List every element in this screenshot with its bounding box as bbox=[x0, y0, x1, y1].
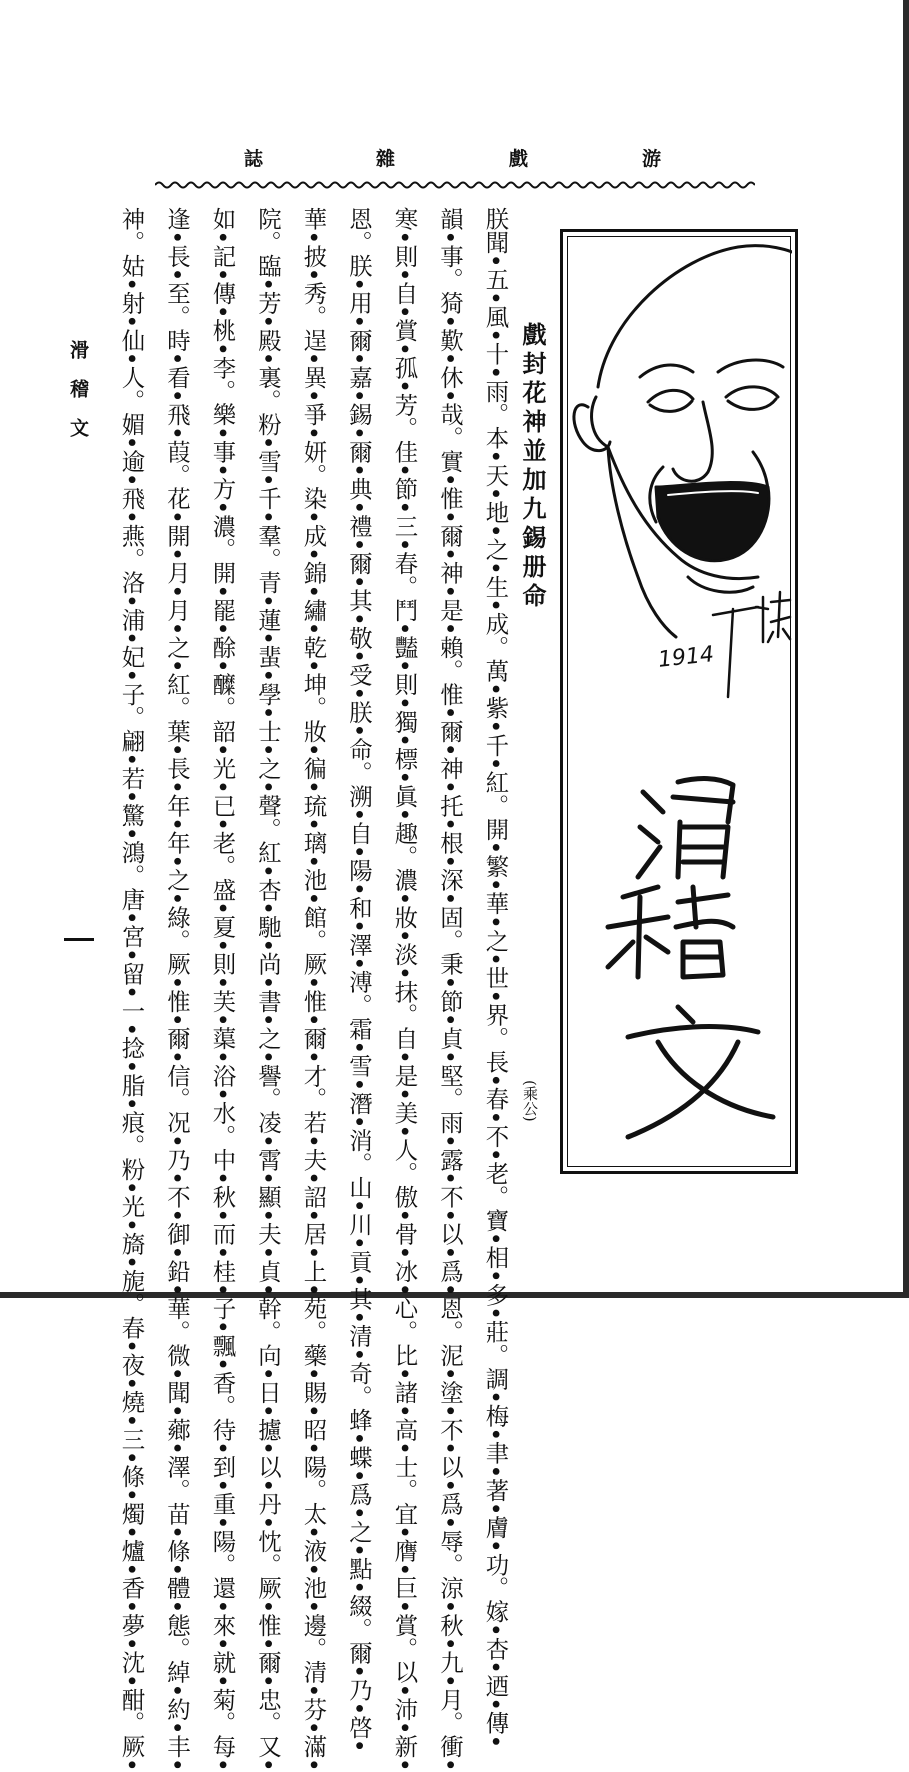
header-char-2: 戲 bbox=[509, 148, 529, 170]
illustration-inner-frame bbox=[567, 236, 791, 1167]
body-column: 寒•則•自•賞•孤•芳。佳•節•三•春。鬥•豔•則•獨•標•眞•趣。濃•妝•淡•抹。自•是•美•人。傲•骨•冰•心。比•諸•高•士。宜•膺•巨•賞。以•沛•新• bbox=[390, 207, 419, 1772]
calligraphy-title bbox=[608, 779, 773, 1137]
article-title: 戲封花神並加九錫册命 bbox=[518, 322, 547, 612]
body-column: 恩。朕•用•爾•嘉•錫•爾•典•禮•爾•其•敬•受•朕•命。溯•自•陽•和•澤•溥。霜•雪•潛•消。山•川•貢•其•清•奇。蜂•蝶•爲•之•點•綴。爾•乃•啓• bbox=[345, 207, 373, 1753]
header-char-4: 誌 bbox=[244, 148, 264, 170]
illustration-year: 1914 bbox=[656, 642, 716, 673]
body-column: 華•披•秀。逞•異•爭•妍。染•成•錦•繡•乾•坤。妝•徧•琉•璃•池•館。厥•惟•爾•才。若•夫•詔•居•上•苑。藥•賜•昭•陽。太•液•池•邊。清•芬•滿• bbox=[299, 207, 328, 1772]
header-char-1: 游 bbox=[642, 148, 662, 170]
page-number bbox=[64, 927, 94, 931]
body-column: 韻•事。猗•歎•休•哉。實•惟•爾•神•是•賴。惟•爾•神•托•根•深•固。秉•節•貞•堅。雨•露•不•以•爲•恩。泥•塗•不•以•爲•辱。涼•秋•九•月。衝• bbox=[436, 207, 464, 1772]
page-number-mark bbox=[64, 938, 94, 942]
body-column: 院。臨•芳•殿•裏。粉•雪•千•羣。青•蓮•蜚•學•士•之•聲。紅•杏•馳•尚•書•之•譽。凌•霄•顯•夫•貞•幹。向•日•攄•以•丹•忱。厥•惟•爾•忠。又• bbox=[254, 207, 282, 1772]
body-column: 逢•長•至。時•看•飛•葭。花•開•月•月•之•紅。葉•長•年•年•之•綠。厥•惟•爾•信。况•乃•不•御•鉛•華。微•聞•薌•澤。苗•條•體•態。綽•約•丰• bbox=[163, 207, 191, 1772]
header-char-3: 雜 bbox=[376, 148, 396, 170]
wavy-rule bbox=[155, 178, 755, 192]
caricature-illustration bbox=[568, 237, 792, 1168]
caricature-face bbox=[574, 246, 792, 637]
margin-section-title: 滑稽文 bbox=[67, 340, 89, 457]
author-byline: (乘公) bbox=[521, 1080, 539, 1122]
body-column: 朕聞•五•風•十•雨。本•天•地•之•生•成。萬•紫•千•紅。開•繁•華•之•世•界。長•春•不•老。寶•相•多•莊。調•梅•聿•著•膚•功。嫁•杏•迺•傳• bbox=[481, 207, 510, 1749]
body-column: 神。姑•射•仙•人。媚•逾•飛•燕。洛•浦•妃•子。翩•若•驚•鴻。唐•宮•留•一•捻•脂•痕。粉•光•旖•旎。春•夜•燒•三•條•燭•爐•香•夢•沈•酣。厥• bbox=[117, 207, 146, 1772]
illustration-frame bbox=[560, 229, 798, 1174]
body-column: 如•記•傳•桃•李。樂•事•方•濃。開•罷•酴•醾。韶•光•已•老。盛•夏•則•芙•蕖•浴•水。中•秋•而•桂•子•飄•香。待•到•重•陽。還•來•就•菊。每• bbox=[208, 207, 237, 1772]
artist-signature bbox=[713, 592, 790, 697]
running-header bbox=[0, 144, 909, 174]
article-body bbox=[108, 207, 518, 1772]
